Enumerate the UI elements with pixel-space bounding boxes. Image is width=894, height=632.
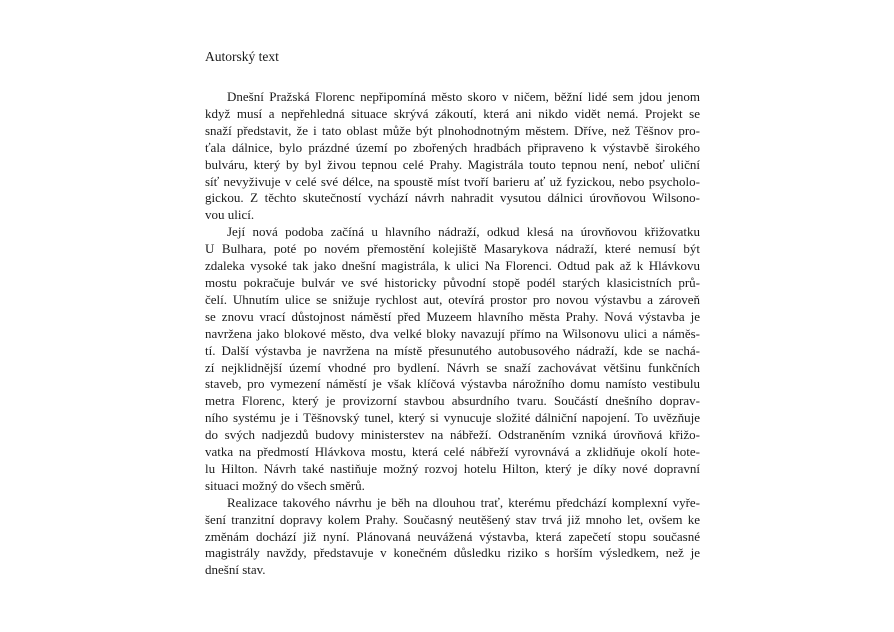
text-line: zdaleka vysoké tak jako dnešní magistrála, k ulici Na Florenci. Odtud pak až k Hlávkovu [205,258,700,274]
text-line: čelí. Uhnutím ulice se snižuje rychlost aut, otevírá prostor pro novou výstavbu a zároveň [205,291,700,307]
text-line: vatka na předmostí Hlávkova mostu, která celé nábřeží vyrovnává a zklidňuje okolí hote- [205,444,700,460]
text-line: snaží představit, že i tato oblast může být plnohodnotným městem. Dříve, než Těšnov pro- [205,122,700,138]
text-line: když musí a nepřehledná situace skrývá zákoutí, která ani nikdo vidět nemá. Projekt se [205,105,700,121]
text-line: Dnešní Pražská Florenc nepřipomíná město skoro v ničem, běžní lidé sem jdou jenom [227,89,700,104]
text-line: bulváru, který by byl živou tepnou celé Prahy. Magistrála touto tepnou není, neboť uliční [205,156,700,172]
text-line: Realizace takového návrhu je běh na dlouhou trať, kterému předchází komplexní vyře- [227,494,700,510]
text-line: U Bulhara, poté po novém přemostění kolejiště Masarykova nádraží, které nemusí být [205,241,700,257]
text-line: změnám dochází již nyní. Plánovaná neuvážená výstavba, která zapečetí stopu současné [205,528,700,544]
text-line: vou ulicí. [205,207,255,223]
text-line: ního systému je i Těšnovský tunel, který si vynucuje složité dálniční napojení. To uvězňuje [205,410,700,426]
text-line: mostu pokračuje bulvár ve své historicky původní stopě podél starých klasicistních prů- [205,274,700,290]
paragraph [205,495,700,580]
text-line: dnešní stav. [205,562,266,578]
text-line: magistrály navždy, představuje v konečném důsledku riziko s horším výsledkem, než je [205,545,700,561]
text-line: se znovu vrací důstojnost náměstí před Muzeem hlavního města Prahy. Nová výstavba je [205,308,700,324]
text-line: metra Florenc, který je provizorní stavbou absurdního tvaru. Součástí dnešního doprav- [205,393,700,409]
text-line: zí nejklidnější území vhodné pro bydlení. Návrh se snaží zachovávat většinu funkčních [205,359,700,375]
document-body [205,89,700,579]
text-line: tí. Další výstavba je navržena na místě přesunutého autobusového nádraží, kde se nachá- [205,342,700,358]
text-line: ťala dálnice, bylo prázdné území po zbořených hradbách připraveno k výstavbě širokého [205,139,700,155]
document-heading: Autorský text [205,49,279,64]
text-line: situaci možný do všech směrů. [205,477,365,493]
paragraph [205,89,700,224]
text-line: Její nová podoba začíná u hlavního nádraží, odkud klesá na úrovňovou křižovatku [227,224,700,240]
paragraph [205,224,700,495]
text-line: navržena jako blokové město, dva velké bloky navazují přímo na Wilsonovu ulici a náměs- [205,325,700,341]
text-line: šení tranzitní dopravy kolem Prahy. Současný neutěšený stav trvá již mnoho let, ovšem ke [205,511,700,527]
text-line: gickou. Z těchto skutečností vychází návrh nahradit vysutou dálnici úrovňovou Wilsono- [205,190,700,206]
text-line: lu Hilton. Návrh také nastiňuje možný rozvoj hotelu Hilton, který je díky nové dopravní [205,460,700,476]
text-line: do svých nadjezdů budovy ministerstev na nábřeží. Odstraněním vzniká úrovňová křižo- [205,427,700,443]
text-line: síť nevyživuje v celé své délce, na spoustě míst tvoří barieru ať už fyzickou, nebo psycholo- [205,173,700,189]
text-line: staveb, pro vymezení náměstí je však klíčová výstavba nárožního domu namísto vestibulu [205,376,700,392]
